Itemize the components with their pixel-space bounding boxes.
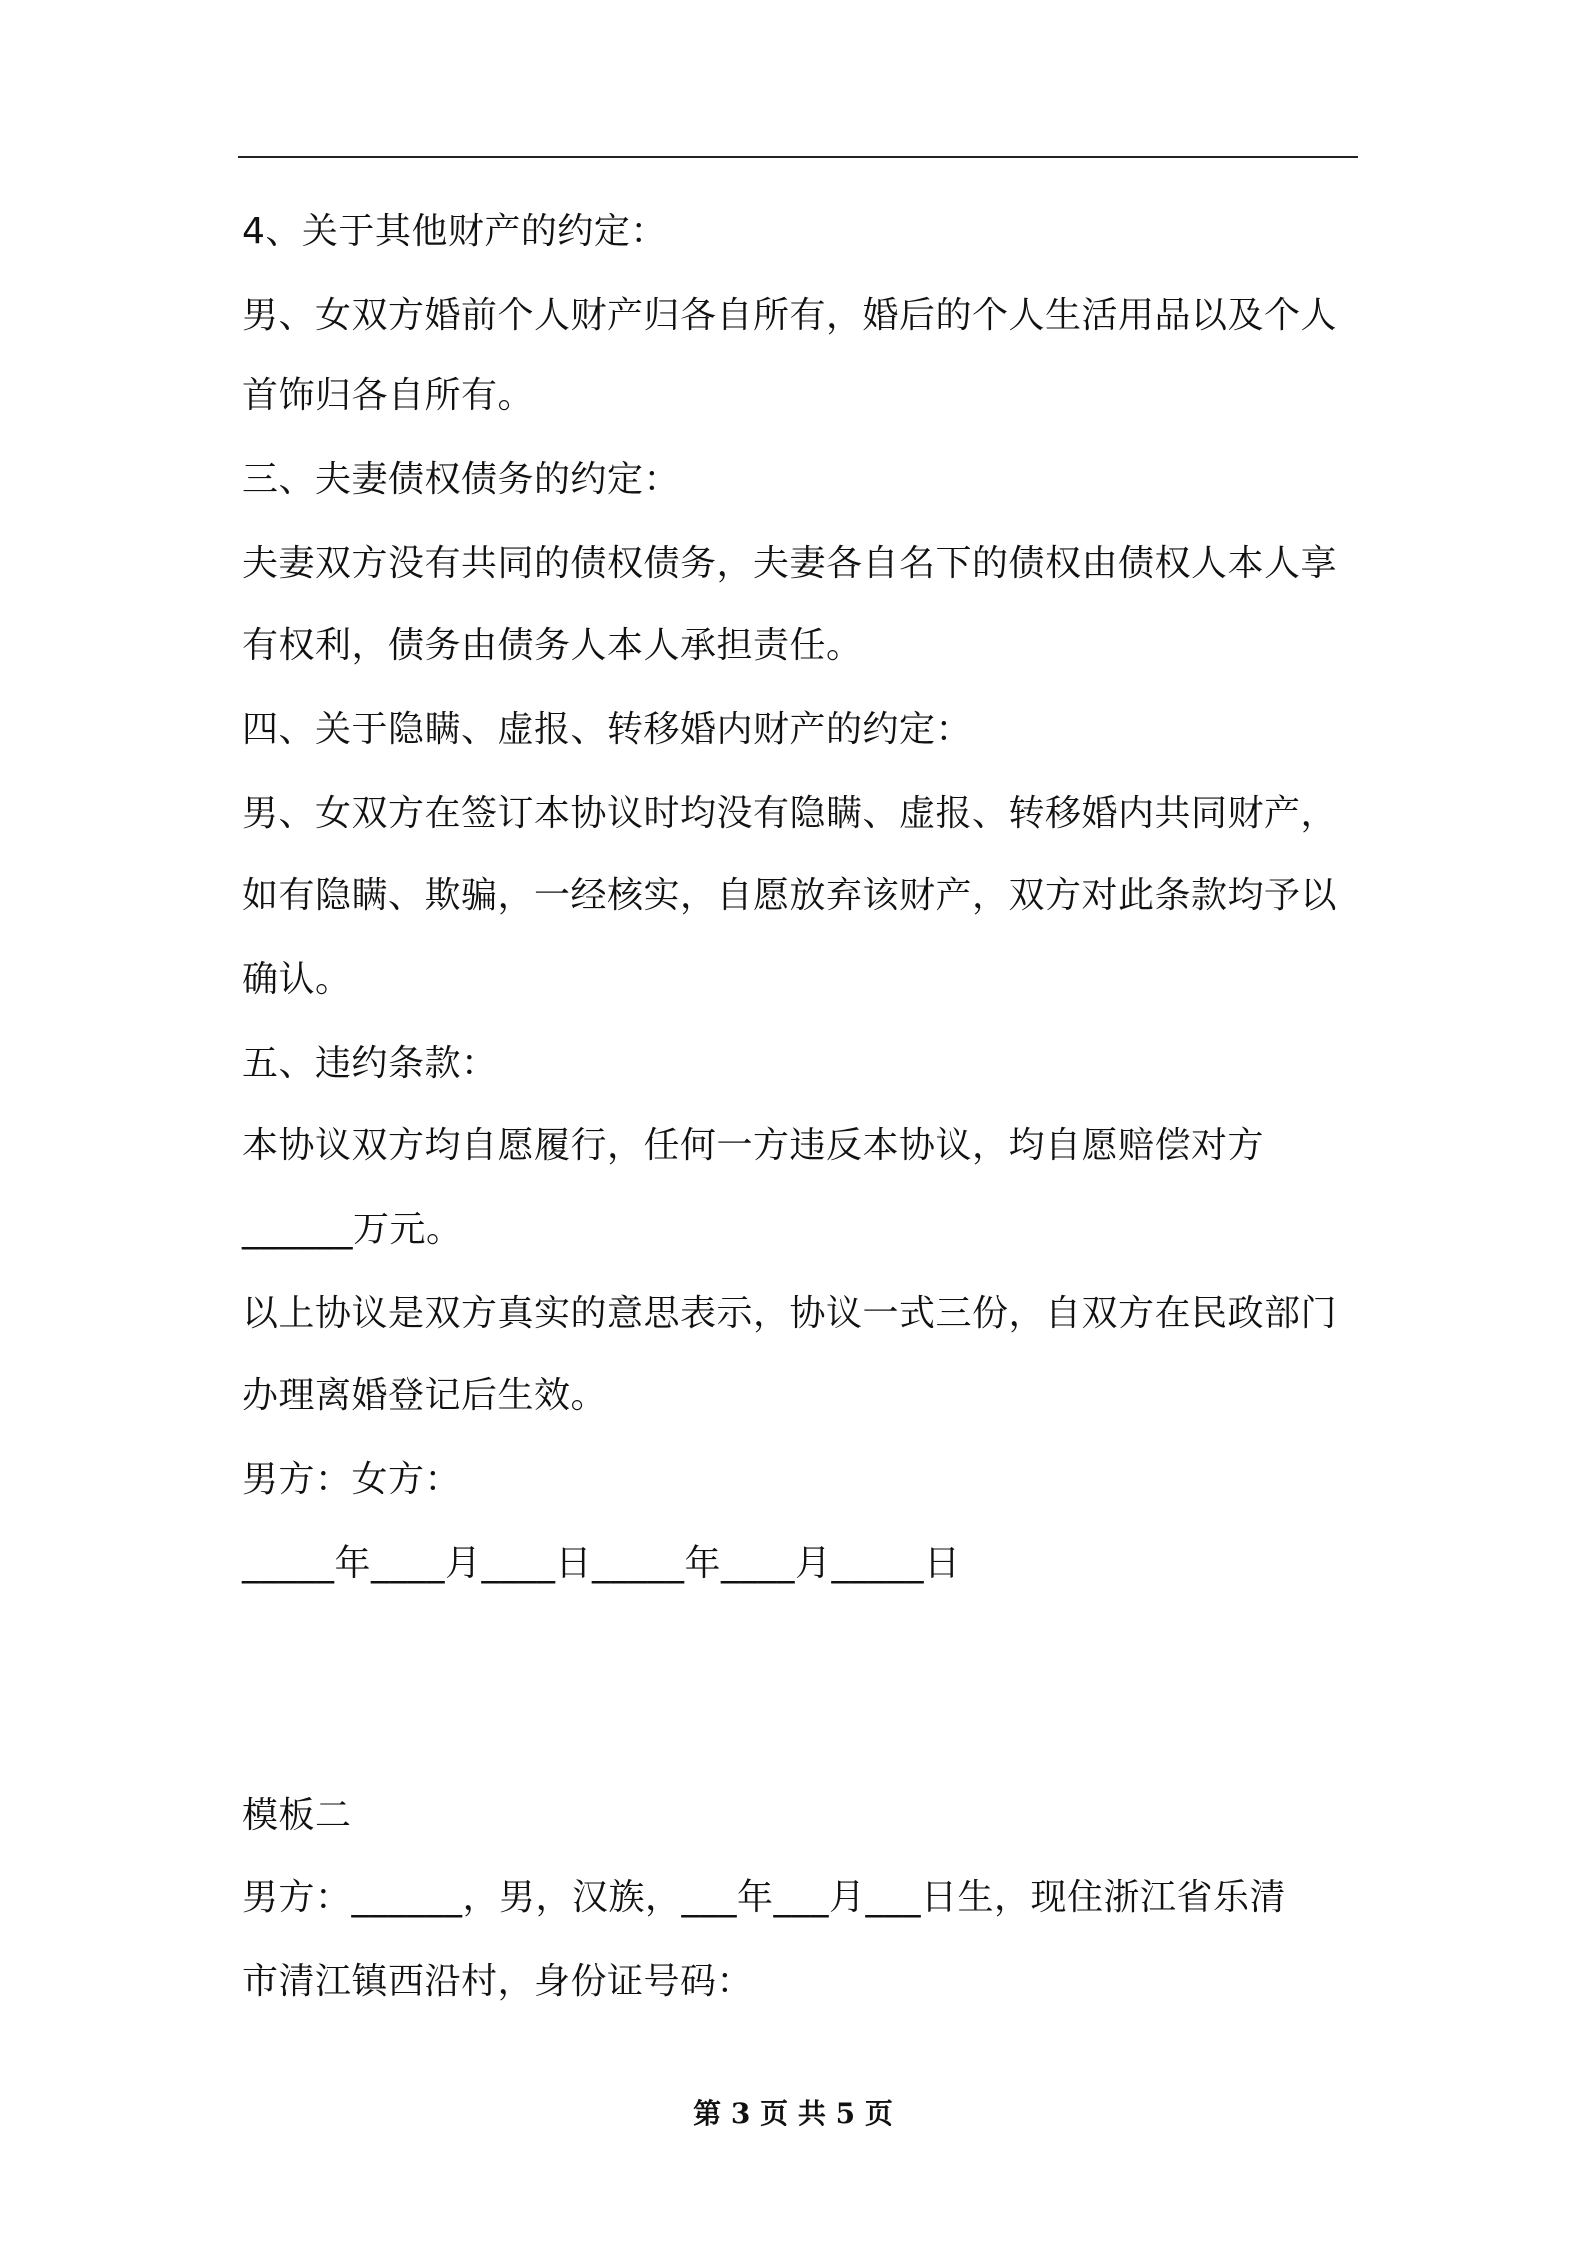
paragraph-line: 如有隐瞒、欺骗，一经核实，自愿放弃该财产，双方对此条款均予以 [242, 875, 1338, 916]
paragraph-line: 市清江镇西沿村，身份证号码： [242, 1961, 754, 2002]
paragraph-line: 男方：______，男，汉族，___年___月___日生，现住浙江省乐清 [242, 1877, 1287, 1918]
section-heading-concealment: 四、关于隐瞒、虚报、转移婚内财产的约定： [242, 709, 973, 750]
signature-labels: 男方：女方： [242, 1459, 462, 1500]
paragraph-line: 男、女双方婚前个人财产归各自所有，婚后的个人生活用品以及个人 [242, 295, 1338, 336]
section-heading-breach: 五、违约条款： [242, 1043, 498, 1084]
section-heading-debts: 三、夫妻债权债务的约定： [242, 459, 681, 500]
paragraph-line: 首饰归各自所有。 [242, 375, 535, 416]
amount-blank-line: ______万元。 [242, 1209, 463, 1250]
paragraph-line: 以上协议是双方真实的意思表示，协议一式三份，自双方在民政部门 [242, 1293, 1338, 1334]
paragraph-line: 男、女双方在签订本协议时均没有隐瞒、虚报、转移婚内共同财产， [242, 793, 1338, 834]
paragraph-line: 办理离婚登记后生效。 [242, 1375, 608, 1416]
paragraph-line: 本协议双方均自愿履行，任何一方违反本协议，均自愿赔偿对方 [242, 1125, 1265, 1166]
paragraph-line: 确认。 [242, 959, 352, 1000]
section-heading-other-property: 4、关于其他财产的约定： [242, 211, 667, 252]
date-blanks: _____年____月____日_____年____月_____日 [242, 1543, 961, 1584]
paragraph-line: 有权利，债务由债务人本人承担责任。 [242, 625, 863, 666]
header-rule [238, 156, 1358, 158]
page-number-footer: 第 3 页 共 5 页 [693, 2097, 893, 2130]
template-two-heading: 模板二 [242, 1795, 352, 1836]
paragraph-line: 夫妻双方没有共同的债权债务，夫妻各自名下的债权由债权人本人享 [242, 543, 1338, 584]
